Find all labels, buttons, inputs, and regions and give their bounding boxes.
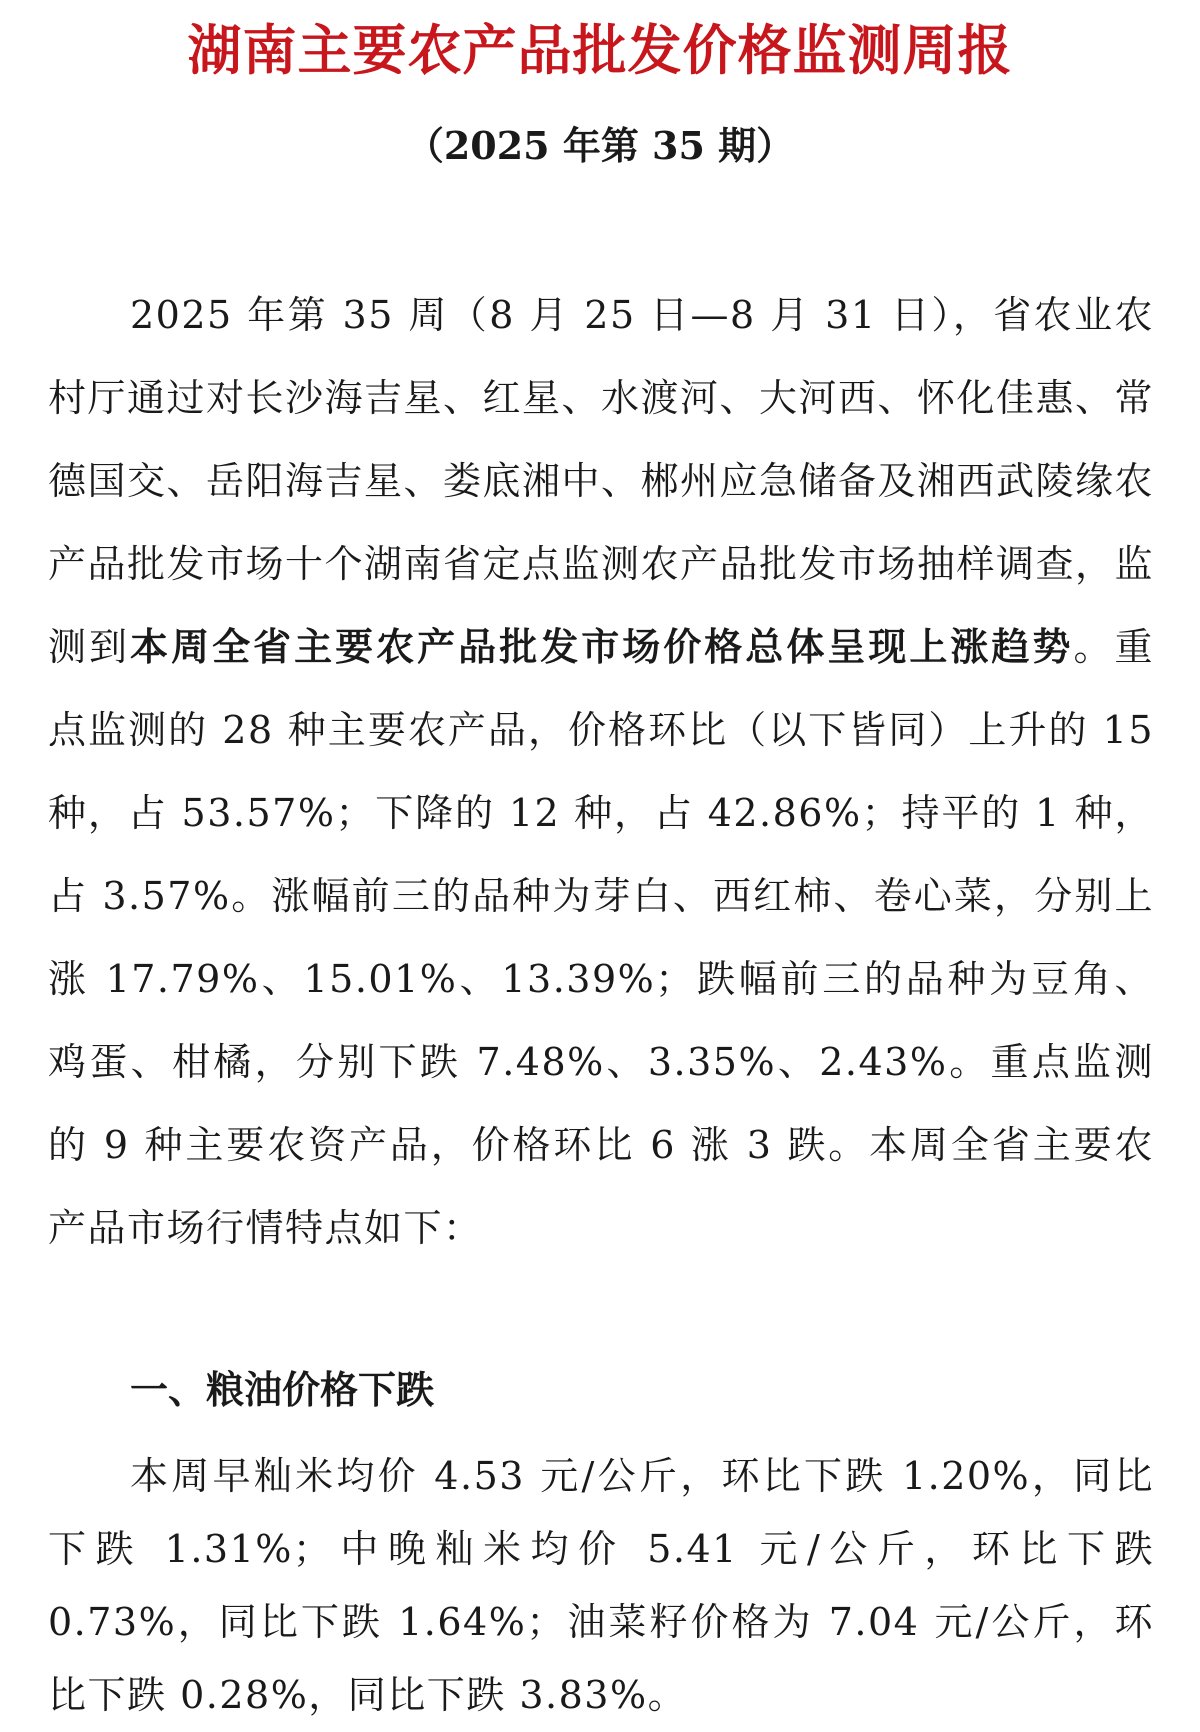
intro-text-part1: 2025 年第 35 周（8 月 25 日—8 月 31 日），省农业农村厅通过对长沙海吉星、红星、水渡河、大河西、怀化佳惠、常德国交、岳阳海吉星、娄底湘中、郴州应急储备及湘西武陵缘农产品批发市场十个湖南省定点监测农产品批发市场抽样调查，监测到 bbox=[48, 293, 1155, 669]
grain-oil-paragraph: 本周早籼米均价 4.53 元/公斤，环比下跌 1.20%，同比下跌 1.31%；中晚籼米均价 5.41 元/公斤，环比下跌 0.73%，同比下跌 1.64%；油菜籽价格为 7.04 元/公斤，环比下跌 0.28%，同比下跌 3.83%。 bbox=[48, 1454, 1154, 1717]
section-heading-grain-oil: 一、粮油价格下跌 bbox=[130, 1368, 435, 1412]
intro-paragraph bbox=[48, 274, 1154, 1270]
report-title: 湖南主要农产品批发价格监测周报 bbox=[187, 18, 1013, 82]
issue-number: （2025 年第 35 期） bbox=[405, 123, 795, 168]
intro-highlight: 本周全省主要农产品批发市场价格总体呈现上涨趋势 bbox=[130, 625, 1074, 669]
intro-text-part2: 。重点监测的 28 种主要农产品，价格环比（以下皆同）上升的 15 种，占 53.57%；下降的 12 种，占 42.86%；持平的 1 种，占 3.57%。涨幅前三的品种为芽白、西红柿、卷心菜，分别上涨 17.79%、15.01%、13.39%；跌幅前三的品种为豆角、鸡蛋、柑橘，分别下跌 7.48%、3.35%、2.43%。重点监测的 9 种主要农资产品，价格环比 6 涨 3 跌。本周全省主要农产品市场行情特点如下： bbox=[48, 625, 1154, 1250]
